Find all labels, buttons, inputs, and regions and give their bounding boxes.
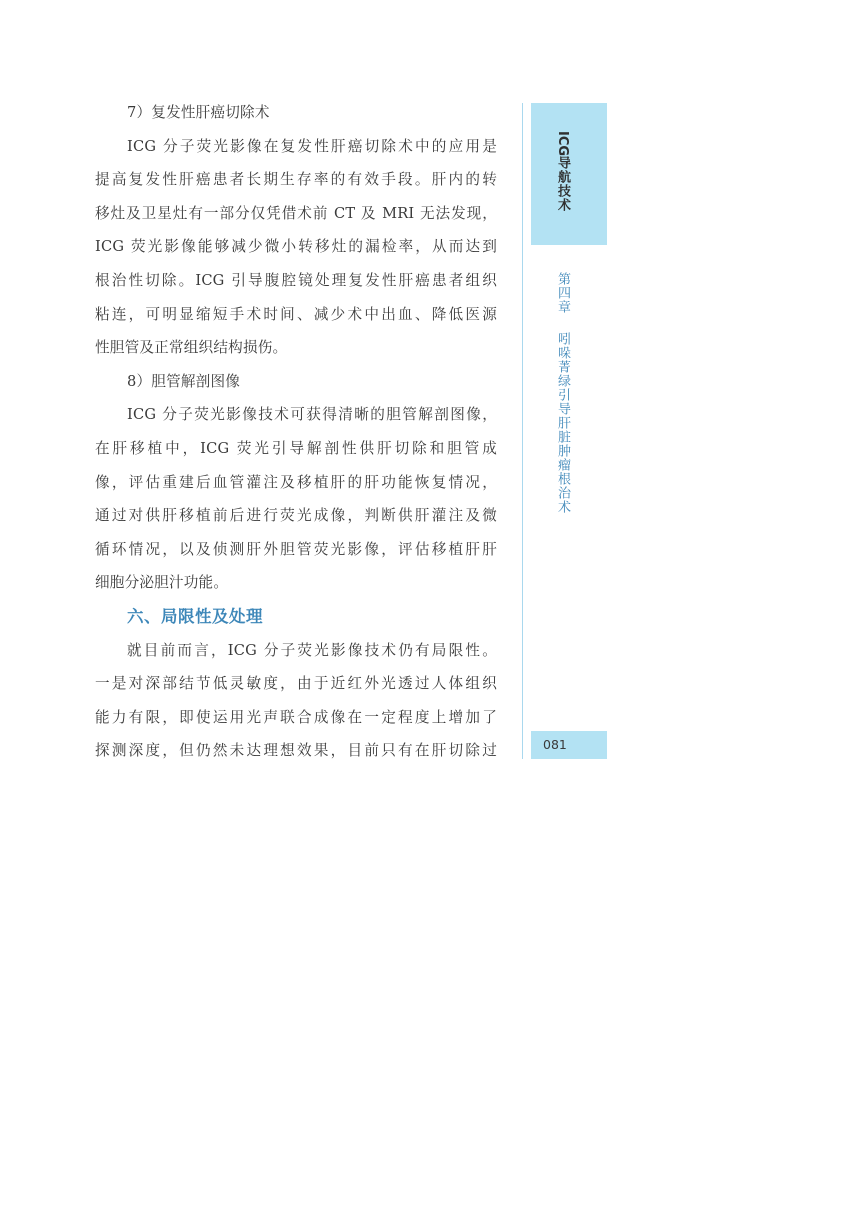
section-tab-label-latin: ICG [555,131,570,157]
page-number: 081 [543,737,567,752]
paragraph-line: 能力有限，即使运用光声联合成像在一定程度上增加了 [95,708,497,726]
paragraph-line: 移灶及卫星灶有一部分仅凭借术前 CT 及 MRI 无法发现， [95,204,497,222]
paragraph-line: 细胞分泌胆汁功能。 [95,574,229,592]
section-tab-label-cn: 导航技术 [555,156,570,213]
paragraph-line: 提高复发性肝癌患者长期生存率的有效手段。肝内的转 [95,171,497,189]
paragraph-line: 通过对供肝移植前后进行荧光成像，判断供肝灌注及微 [95,507,497,525]
paragraph-line: 就目前而言，ICG 分子荧光影像技术仍有局限性。 [127,641,497,659]
chapter-number: 第四章 [555,272,570,314]
paragraph-line: 循环情况，以及侦测肝外胆管荧光影像，评估移植肝肝 [95,540,497,558]
paragraph-line: 一是对深部结节低灵敏度，由于近红外光透过人体组织 [95,675,497,693]
subheading-bile-duct-anatomy-imaging: 8）胆管解剖图像 [127,372,241,390]
page-number-box [531,731,607,759]
paragraph-line: ICG 荧光影像能够减少微小转移灶的漏检率，从而达到 [95,238,497,256]
paragraph-line: ICG 分子荧光影像在复发性肝癌切除术中的应用是 [127,137,497,155]
subheading-recurrent-liver-cancer-resection: 7）复发性肝癌切除术 [127,104,270,121]
paragraph-line: ICG 分子荧光影像技术可获得清晰的胆管解剖图像， [127,406,497,424]
body-text-column [95,96,497,768]
section-tab-label [553,131,573,212]
paragraph-line: 粘连，可明显缩短手术时间、减少术中出血、降低医源 [95,305,497,323]
chapter-title: 吲哚菁绿引导肝脏肿瘤根治术 [555,332,570,514]
chapter-running-head [553,272,572,514]
paragraph-line: 像，评估重建后血管灌注及移植肝的肝功能恢复情况， [95,473,497,491]
paragraph-line: 根治性切除。ICG 引导腹腔镜处理复发性肝癌患者组织 [95,271,497,289]
margin-divider [522,103,523,759]
paragraph-line: 在肝移植中，ICG 荧光引导解剖性供肝切除和胆管成 [95,439,497,457]
paragraph-line: 性胆管及正常组织结构损伤。 [95,339,288,357]
section-heading-limitations: 六、局限性及处理 [127,606,263,626]
paragraph-line: 探测深度，但仍然未达理想效果，目前只有在肝切除过 [95,742,497,760]
